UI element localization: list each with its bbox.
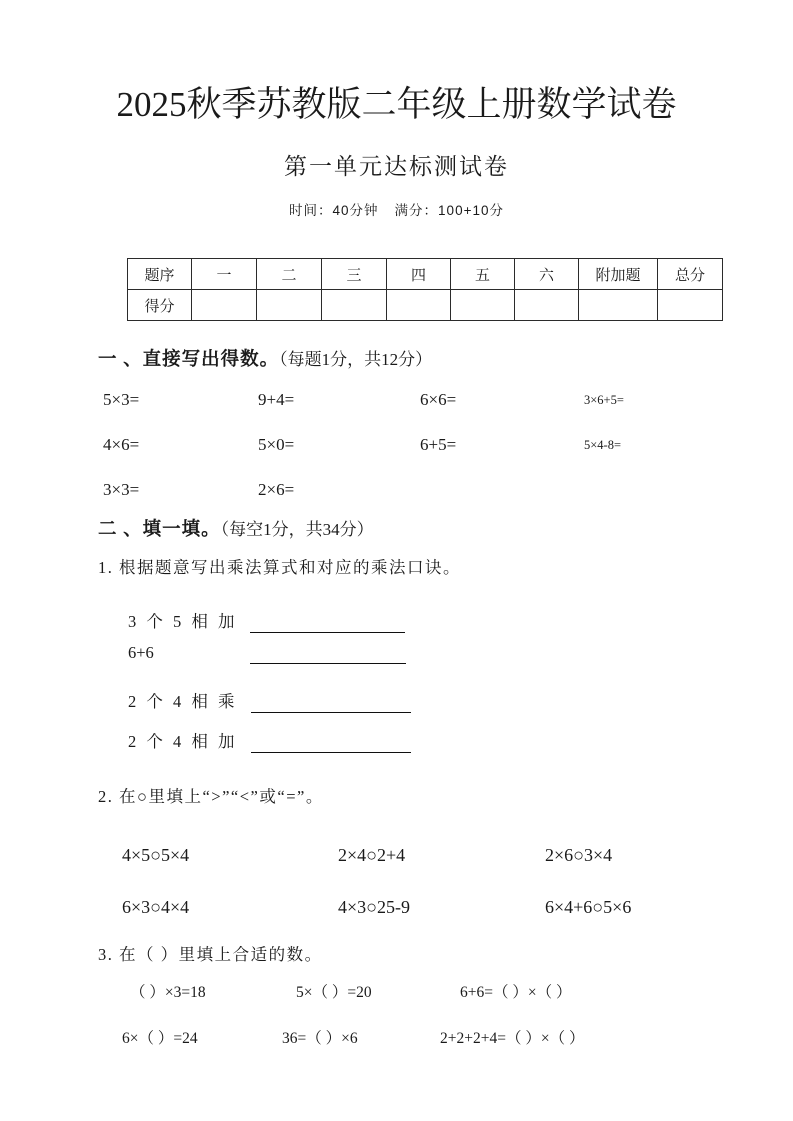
q1-item-1 xyxy=(0,639,793,667)
calc-row-1 xyxy=(0,387,793,413)
section-1-number: 一 、 xyxy=(98,350,143,370)
section-2-q2-prompt: 2. 在○里填上“>”“<”或“=”。 xyxy=(98,787,324,806)
section-2-points: （每空1分，共34分） xyxy=(220,520,374,539)
q1-item-2-label: 2 个 4 相 乘 xyxy=(128,692,238,711)
q2-item-1-0[interactable]: 6×3○4×4 xyxy=(122,897,190,917)
q1-item-0-label: 3 个 5 相 加 xyxy=(128,612,238,631)
score-table-col-5: 六 xyxy=(515,259,579,290)
q1-item-2-blank[interactable] xyxy=(251,712,411,713)
calc-item-0-0: 5×3= xyxy=(103,390,140,409)
score-cell-2[interactable] xyxy=(322,290,387,321)
q2-row-0 xyxy=(0,841,793,869)
calc-item-1-0: 4×6= xyxy=(103,435,140,454)
q1-item-0-blank[interactable] xyxy=(250,632,405,633)
q2-item-1-2[interactable]: 6×4+6○5×6 xyxy=(545,897,632,917)
score-cell-1[interactable] xyxy=(257,290,322,321)
section-2-heading xyxy=(98,517,374,543)
score-cell-7[interactable] xyxy=(658,290,723,321)
q1-item-1-blank[interactable] xyxy=(250,663,406,664)
section-1-points: （每题1分，共12分） xyxy=(279,350,433,369)
score-table-col-2: 三 xyxy=(322,259,387,290)
q1-item-2 xyxy=(0,688,793,716)
q3-item-0-0[interactable]: （ ）×3=18 xyxy=(130,984,206,1001)
score-cell-6[interactable] xyxy=(579,290,658,321)
score-table-row-label-1: 得分 xyxy=(128,290,192,321)
q2-item-0-1[interactable]: 2×4○2+4 xyxy=(338,845,406,865)
score-table-col-4: 五 xyxy=(451,259,515,290)
calc-item-1-2: 6+5= xyxy=(420,435,457,454)
q3-item-1-0[interactable]: 6×（ ）=24 xyxy=(122,1030,198,1047)
score-cell-0[interactable] xyxy=(192,290,257,321)
q1-item-0 xyxy=(0,608,793,636)
q3-item-1-2[interactable]: 2+2+2+4=（ ）×（ ） xyxy=(440,1030,585,1047)
table-row-score xyxy=(128,290,723,321)
section-2-q1-prompt: 1. 根据题意写出乘法算式和对应的乘法口诀。 xyxy=(98,558,461,577)
q1-item-3 xyxy=(0,728,793,756)
score-table-col-7: 总分 xyxy=(658,259,723,290)
calc-item-0-2: 6×6= xyxy=(420,390,457,409)
q3-row-0 xyxy=(0,980,793,1006)
calc-item-0-1: 9+4= xyxy=(258,390,295,409)
q1-item-3-label: 2 个 4 相 加 xyxy=(128,732,238,751)
section-1-heading xyxy=(98,347,432,373)
score-table-col-1: 二 xyxy=(257,259,322,290)
q1-item-1-label: 6+6 xyxy=(128,643,154,662)
calc-row-2 xyxy=(0,432,793,458)
section-2-title: 填一填。 xyxy=(142,520,221,540)
q2-item-0-0[interactable]: 4×5○5×4 xyxy=(122,845,190,865)
exam-meta xyxy=(0,202,793,220)
q1-item-3-blank[interactable] xyxy=(251,752,411,753)
exam-score-label: 满分：100+10分 xyxy=(394,203,504,218)
q2-row-1 xyxy=(0,893,793,921)
calc-item-2-0: 3×3= xyxy=(103,480,140,499)
section-2-q3-prompt: 3. 在（ ）里填上合适的数。 xyxy=(98,945,323,964)
calc-item-2-1: 2×6= xyxy=(258,480,295,499)
q2-item-0-2[interactable]: 2×6○3×4 xyxy=(545,845,613,865)
calc-row-3 xyxy=(0,477,793,503)
score-cell-4[interactable] xyxy=(451,290,515,321)
q3-item-0-2[interactable]: 6+6=（ ）×（ ） xyxy=(460,984,572,1001)
score-table-row-label-0: 题序 xyxy=(128,259,192,290)
page-title: 2025秋季苏教版二年级上册数学试卷 xyxy=(116,85,677,124)
calc-item-0-3: 3×6+5= xyxy=(584,393,624,407)
score-cell-5[interactable] xyxy=(515,290,579,321)
score-table-col-0: 一 xyxy=(192,259,257,290)
section-1-title: 直接写出得数。 xyxy=(142,350,280,370)
calc-item-1-1: 5×0= xyxy=(258,435,295,454)
q3-item-0-1[interactable]: 5×（ ）=20 xyxy=(296,984,372,1001)
page-subtitle: 第一单元达标测试卷 xyxy=(284,154,509,179)
q3-row-1 xyxy=(0,1026,793,1052)
section-2-number: 二 、 xyxy=(98,520,143,540)
exam-time-label: 时间：40分钟 xyxy=(289,203,379,218)
score-table-col-3: 四 xyxy=(387,259,451,290)
table-row-header xyxy=(128,259,723,290)
q3-item-1-1[interactable]: 36=（ ）×6 xyxy=(282,1030,358,1047)
calc-item-1-3: 5×4-8= xyxy=(584,438,622,452)
score-table xyxy=(127,258,723,321)
q2-item-1-1[interactable]: 4×3○25-9 xyxy=(338,897,411,917)
score-cell-3[interactable] xyxy=(387,290,451,321)
score-table-col-6: 附加题 xyxy=(579,259,658,290)
